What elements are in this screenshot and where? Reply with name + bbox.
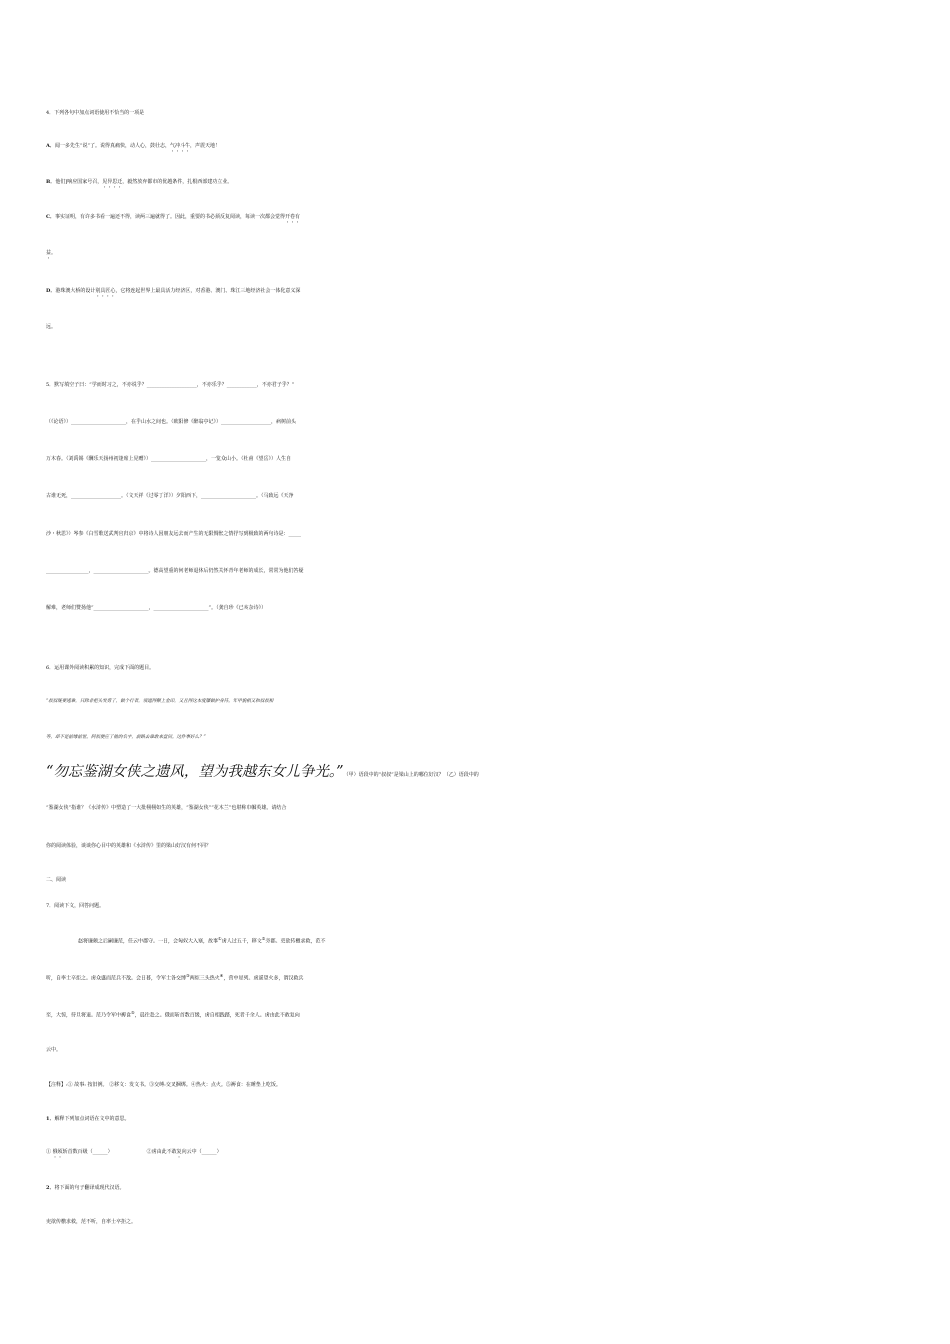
dotted-phrase: 气冲斗牛 (170, 143, 191, 149)
q5-line: 沙・秋思》）岑参《白雪歌送武判官归京》中将诗人因朋友远去而产生的无限惆怅之情抒写到极致的两句诗是：_____ (46, 531, 302, 537)
option-a-label: A． (46, 143, 55, 149)
q6-line5: 你的阅读体验，谈谈你心目中的英雄和《水浒传》里的梁山好汉有何不同？ (46, 843, 212, 849)
passage-line: 听，自率士卒拒之。虏众盛而范兵不敌。会日暮，令军士各交缚③两炬三头热火④，营中星列。虏遥望火多，谓汉救兵 (46, 973, 304, 982)
q6-stem: 6．运用课外阅读积累的知识，完成下面的题目。 (46, 665, 155, 671)
footnote-mark: ③ (186, 973, 190, 978)
q5-line: 古谁无死，____________________。（文天祥《过零丁洋》）夕阳西下，______________________。（马致远《天净 (46, 493, 294, 499)
q5-line: 5．默写填空子曰：“学而时习之，不亦说乎？____________________，不亦乐乎？____________，不亦君子乎？” (46, 382, 295, 388)
q4-stem: 4．下列各句中加点词语使用不恰当的一项是 (46, 110, 145, 116)
q4-option-d-line2: 远。 (46, 324, 57, 330)
dotted-phrase: 别具匠心 (95, 288, 116, 294)
q6-line3: “勿忘鉴湖女侠之遗风，望为我越东女儿争光。”（甲）语段中的“叔叔”是梁山上的哪位好汉？（乙）语段中的 (46, 764, 479, 780)
q4-option-b: B．他们]响应国家号召，见异思迁，毅然放弃都市的优越条件，扎根西部建功立业。 (46, 179, 233, 185)
dotted-phrase: 益 (46, 250, 52, 256)
q7-stem: 7．阅读下文，回答问题。 (46, 903, 105, 909)
q6-line4: “鉴湖女侠”指谁？《水浒传》中塑造了一大批栩栩如生的英雄，“鉴湖女侠”“花木兰”也堪称巾帼英雄。请结合 (46, 805, 287, 811)
footnote-mark: ① (218, 936, 222, 941)
sub-question-2-sentence: 吏欲传檄求救，范不听，自率士卒拒之。 (46, 1219, 137, 1225)
footnote-mark: ⑤ (131, 1010, 135, 1015)
q6-quote-a-line1: “叔叔既要逃难，只除非把头发剪了，做个行者，须遮得额上金印，又且得这本度牒做护身符。年甲貌相又和叔叔相 (46, 699, 274, 704)
passage-line: 至，大惊，待旦将退。范乃令军中褥食⑤，晨往赴之。俄而斩首数百级，虏自相践踏，死者千余人。虏由此不敢复向 (46, 1010, 300, 1019)
q5-line: 解难，老师们赞扬他“______________________，______________________”。（龚自珍《已亥杂诗》） (46, 605, 267, 611)
sub-question-1: 1．解释下列加点词语在文中的意思。 (46, 1116, 130, 1122)
dotted-phrase: 见异思迁 (102, 179, 123, 185)
sub-question-1-items: ① 俄顷斩首数百级（______） ②虏由此不敢复向云中（______） (46, 1149, 222, 1155)
dotted-phrase: 开卷有 (285, 214, 301, 220)
q4-option-c-line1: C．事实证明，有许多书看一遍还不得，读两三遍就得了。因此，重要的书必须反复阅读，每读一次都会觉得开卷有 (46, 214, 301, 220)
passage-line: 赵将廉颇之后嗣廉范，任云中郡守。一日，会匈奴大入塞，故事①虏人过五千，移文②旁郡。吏欲传檄求救，范不 (78, 936, 326, 945)
q5-line: 万木春。（刘禹锡《酬乐天扬州初逢席上见赠》）______________________，一览众山小。（杜甫《望岳》）人生自 (46, 456, 292, 462)
annotation-note: 【注释】:① 故事: 按旧例。 ②移文：发文书。③交缚:交叉捆绑。④热火：点火。⑤褥食：在睡垫上吃饭。 (46, 1082, 281, 1088)
q6-quote-b: “勿忘鉴湖女侠之遗风，望为我越东女儿争光。” (46, 764, 344, 780)
q4-option-c-line2: 益。 (46, 250, 57, 256)
sub-question-2: 2．将下面的句子翻译成现代汉语。 (46, 1185, 125, 1191)
q4-option-a: A．闻一多先生“说”了。说得真痛快，动人心，鼓壮志，气冲斗牛，声震天地！ (46, 143, 221, 149)
q5-line: _________________，______________________。德高望重的何老师退休后仍然关怀青年老师的成长，常常为他们答疑 (46, 568, 304, 574)
section-title: 二、阅读 (46, 877, 67, 883)
passage-line: 云中。 (46, 1047, 62, 1053)
footnote-mark: ② (261, 936, 266, 941)
dotted-phrase: 俄顷 (52, 1149, 63, 1155)
q4-option-d-line1: D．港珠澳大桥的设计别具匠心，它将连起世界上最具活力经济区，对香港、澳门、珠江三地经济社会一体化意义深 (46, 288, 301, 294)
option-d-label: D． (46, 288, 56, 294)
dotted-phrase: 复 (176, 1149, 182, 1155)
option-b-label: B． (46, 179, 56, 185)
q5-line: （《论语》）______________________，在乎山水之间也。（欧阳修《醉翁亭记》）____________________，病树前头 (46, 419, 297, 425)
footnote-mark: ④ (219, 973, 224, 978)
q6-quote-a-line2: 等，却不是前缘前世。阿叔便应了他的名字，前路去谁敢来盘问。这件事好么？” (46, 735, 206, 740)
option-c-label: C． (46, 214, 55, 220)
